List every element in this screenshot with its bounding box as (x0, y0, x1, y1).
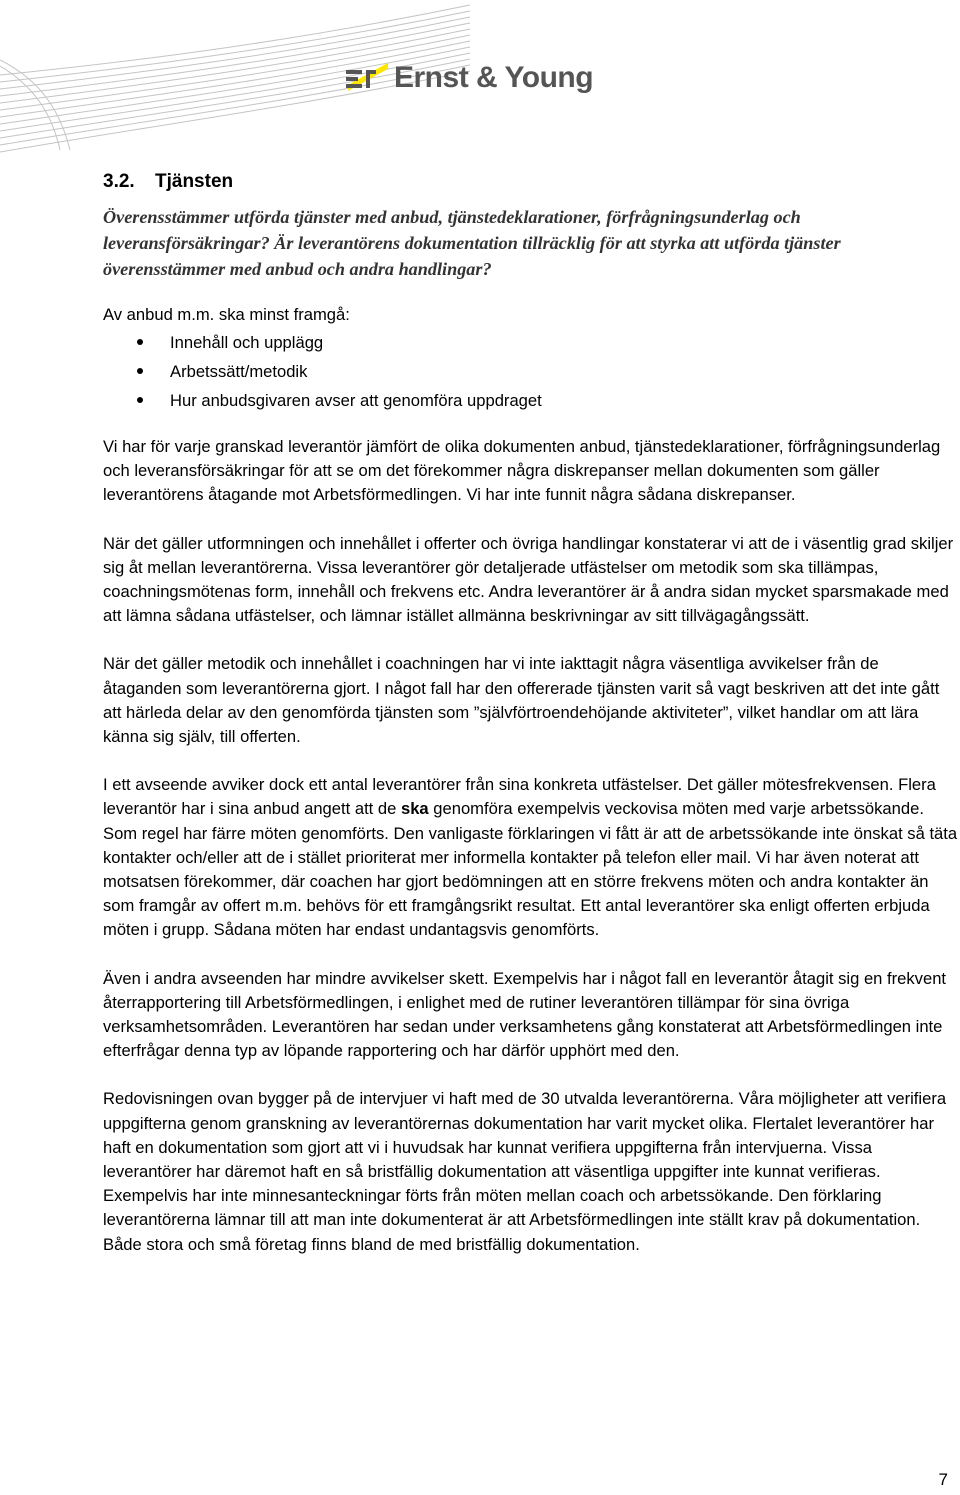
paragraph-2: När det gäller utformningen och innehållet i offerter och övriga handlingar konstaterar vi att de i väsentlig grad skiljer sig åt mellan leverantörerna. Vissa leverantörer gör detaljerade utfästelser om metodik som ska tillämpas, coachningsmötenas form, innehåll och frekvens etc. Andra leverantörer är å andra sidan mycket sparsmakade med att lämna sådana utfästelser, och lämnar istället allmänna beskrivningar av sitt tillvägagångssätt. (103, 533, 954, 626)
section-number: 3.2. (103, 171, 135, 192)
bullet-icon (137, 368, 143, 374)
emphasis: ska (400, 799, 429, 819)
document-body (103, 170, 958, 1281)
paragraph-5: Även i andra avseenden har mindre avvikelser skett. Exempelvis har i något fall en leverantör åtagit sig en frekvent återrapportering till Arbetsförmedlingen, i enlighet med de rutiner leverantören tillämpar för sina övriga verksamhetsområden. Leverantören har sedan under verksamhetens gång konstaterat att Arbetsförmedlingen inte efterfrågar denna typ av löpande rapportering och har därför upphört med den. (103, 968, 947, 1061)
section-title: Tjänsten (155, 171, 234, 192)
paragraph-1: Vi har för varje granskad leverantör jämfört de olika dokumenten anbud, tjänstedeklarationer, förfrågningsunderlag och leveransförsäkringar för att se om det förekommer några diskrepanser mellan dokumenten som gäller leverantörens åtagande mot Arbetsförmedlingen. Vi har inte funnit några sådana diskrepanser. (103, 437, 941, 505)
list-item: Hur anbudsgivaren avser att genomföra uppdraget (103, 386, 958, 415)
paragraph-3: När det gäller metodik och innehållet i coachningen har vi inte iakttagit några väsentliga avvikelser från de åtaganden som leverantörerna gjort. I något fall har den offererade tjänsten varit så vagt beskriven att det inte gått att härleda delar av den genomförda tjänsten som ”självförtroendehöjande aktiviteter”, vilket handlar om att lära känna sig själv, till offerten. (103, 654, 940, 747)
list-item: Arbetssätt/metodik (103, 357, 958, 386)
audit-question: Överensstämmer utförda tjänster med anbud, tjänstedeklarationer, förfrågningsunderlag och leveransförsäkringar? Är leverantörens dokumentation tillräcklig för att styrka att utförda tjänster överensstämmer med anbud och andra handlingar? (103, 207, 841, 279)
section-heading (103, 170, 958, 194)
paragraph-4: I ett avseende avviker dock ett antal leverantörer från sina konkreta utfästelser. Det gäller mötesfrekvensen. Flera leverantör har i sina anbud angett att de ska genomföra exempelvis veckovisa möten med varje arbetssökande. Som regel har färre möten genomförts. Den vanligaste förklaringen vi fått är att de arbetssökande inte önskat så täta kontakter och/eller att de i stället prioriterat mer informella kontakter på telefon eller mail. Vi har även noterat att motsatsen förekommer, där coachen har gjort bedömningen att en större frekvens möten och andra kontakter än som framgår av offert m.m. behövs för ett framgångsrikt resultat. Ett antal leverantörer ska enligt offerten erbjuda möten i grupp. Sådana möten har endast undantagsvis genomförts. (103, 775, 958, 940)
ey-bars-icon (344, 61, 388, 95)
requirements-list (103, 328, 958, 415)
paragraph-6: Redovisningen ovan bygger på de intervjuer vi haft med de 30 utvalda leverantörerna. Våra möjligheter att verifiera uppgifterna genom granskning av leverantörernas dokumentation har varit mycket olika. Flertalet leverantörer har haft en dokumentation som gjort att vi i huvudsak har kunnat verifiera uppgifterna från intervjuerna. Vissa leverantörer har däremot haft en så bristfällig dokumentation att väsentliga uppgifter inte kunnat verifieras. Exempelvis har inte minnesanteckningar förts från möten mellan coach och arbetssökande. Den förklaring leverantörerna lämnar till att man inte dokumenterat är att Arbetsförmedlingen inte ställt krav på dokumentation. Både stora och små företag finns bland de med bristfällig dokumentation. (103, 1089, 947, 1254)
page-number: 7 (938, 1470, 948, 1489)
bullet-icon (137, 339, 143, 345)
list-item: Innehåll och upplägg (103, 328, 958, 357)
bullet-icon (137, 397, 143, 403)
company-logo (344, 58, 593, 98)
page-header (0, 0, 960, 160)
intro-line: Av anbud m.m. ska minst framgå: (103, 305, 350, 324)
logo-wordmark: Ernst & Young (394, 61, 594, 94)
